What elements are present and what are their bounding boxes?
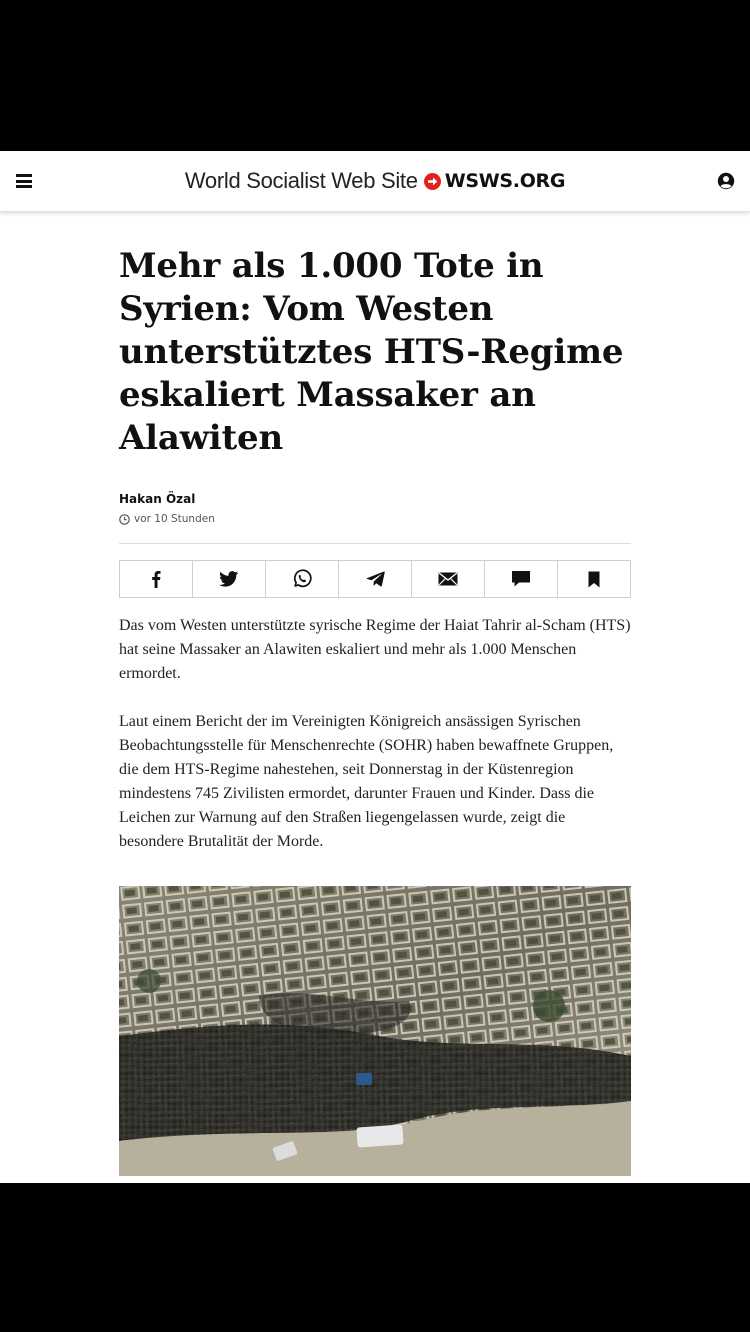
facebook-icon xyxy=(151,570,161,588)
publish-time xyxy=(119,513,215,525)
article-title: Mehr als 1.000 Tote in Syrien: Vom Westen unterstütztes HTS-Regime eskaliert Massaker an Alawiten xyxy=(119,246,624,458)
bookmark-button[interactable] xyxy=(558,561,630,597)
share-whatsapp-button[interactable] xyxy=(266,561,339,597)
article-photo[interactable] xyxy=(119,886,631,1176)
whatsapp-icon xyxy=(292,569,312,589)
site-brand xyxy=(0,151,750,211)
share-facebook-button[interactable] xyxy=(120,561,193,597)
wsws-logo-icon xyxy=(424,173,441,190)
user-circle-icon[interactable] xyxy=(717,172,735,190)
share-twitter-button[interactable] xyxy=(193,561,266,597)
share-bar xyxy=(119,560,631,598)
divider xyxy=(119,543,631,544)
status-area-top xyxy=(0,0,750,151)
paragraph: Laut einem Bericht der im Vereinigten Königreich ansässigen Syrischen Beobachtungsstelle für Menschenrechte (SOHR) haben bewaffnete Gruppen, die dem HTS-Regime nahestehen, seit Donnerstag in der Küstenregion mindestens 745 Zivilisten ermordet, darunter Frauen und Kinder. Dass die Leichen zur Warnung auf den Straßen liegengelassen wurde, zeigt die besondere Brutalität der Morde. xyxy=(119,713,614,850)
status-area-bottom xyxy=(0,1183,750,1332)
article-body xyxy=(119,614,631,878)
paragraph: Das vom Westen unterstützte syrische Regime der Haiat Tahrir al-Scham (HTS) hat seine Massaker an Alawiten eskaliert und mehr als 1.000 Menschen ermordet. xyxy=(119,617,631,682)
clock-icon xyxy=(119,514,130,525)
twitter-icon xyxy=(219,571,239,587)
comment-icon xyxy=(511,570,531,588)
bookmark-icon xyxy=(588,571,600,588)
aerial-cemetery-photo xyxy=(119,886,631,1176)
email-icon xyxy=(438,572,458,586)
article-page xyxy=(0,151,750,1183)
article-header xyxy=(119,245,631,460)
site-header xyxy=(0,151,750,212)
telegram-icon xyxy=(366,571,385,587)
share-email-button[interactable] xyxy=(412,561,485,597)
time-ago: vor 10 Stunden xyxy=(134,513,215,525)
share-telegram-button[interactable] xyxy=(339,561,412,597)
comment-button[interactable] xyxy=(485,561,558,597)
author-name[interactable]: Hakan Özal xyxy=(119,492,196,506)
logo-text: WSWS.ORG xyxy=(444,170,566,192)
site-name: World Socialist Web Site xyxy=(184,168,418,193)
hamburger-icon[interactable] xyxy=(16,174,32,188)
